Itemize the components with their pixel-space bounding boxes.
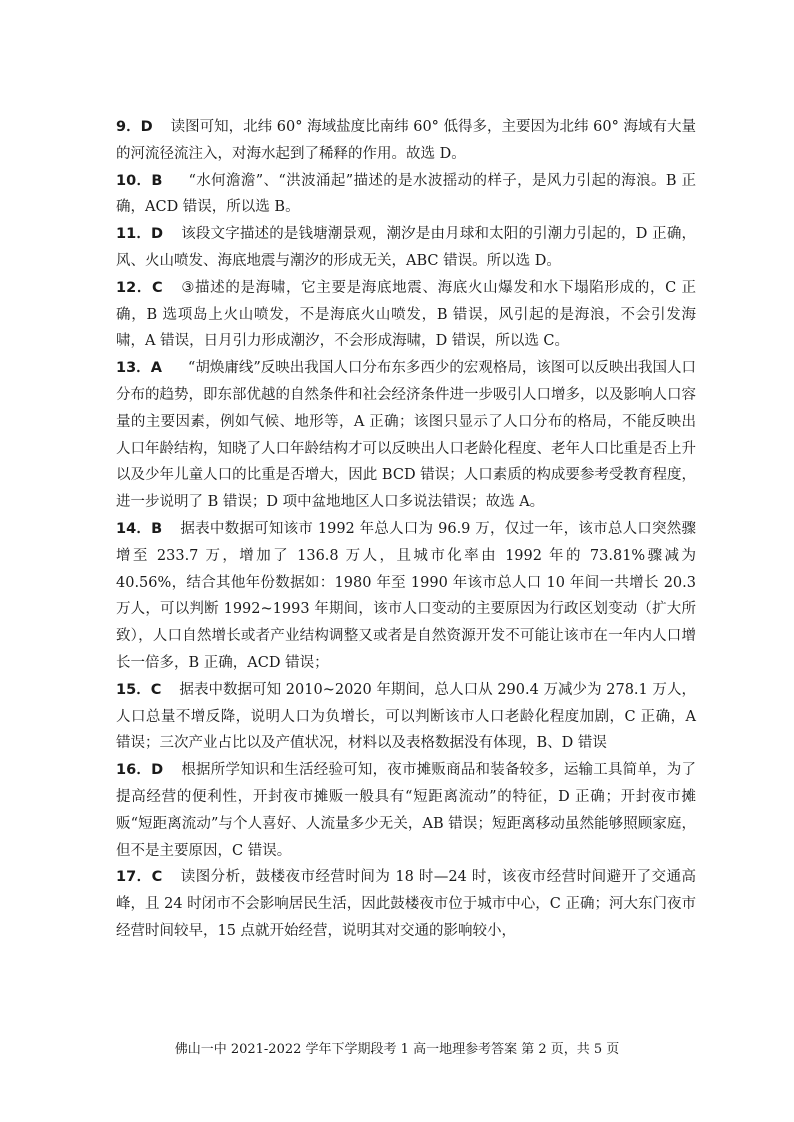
answer-item-14	[116, 516, 696, 677]
answer-item-17	[116, 864, 696, 944]
page-footer: 佛山一中 2021-2022 学年下学期段考 1 高一地理参考答案 第 2 页，共 5 页	[174, 1042, 620, 1057]
answer-number: 16．D	[116, 762, 164, 779]
answer-list	[116, 114, 696, 945]
answer-number: 13．A	[116, 360, 162, 377]
answer-item-9	[116, 114, 696, 168]
answer-text: 根据所学知识和生活经验可知，夜市摊贩商品和装备较多，运输工具简单，为了提高经营的便利性，开封夜市摊贩一般具有“短距离流动”的特征，D 正确；开封夜市摊贩“短距离流动”与个人喜好、人流量多少无关，AB 错误；短距离移动虽然能够照顾家庭，但不是主要原因，C 错误。	[116, 762, 696, 859]
answer-text: 读图可知，北纬 60° 海域盐度比南纬 60° 低得多，主要因为北纬 60° 海域有大量的河流径流注入，对海水起到了稀释的作用。故选 D。	[116, 119, 696, 162]
answer-number: 15．C	[116, 681, 162, 698]
answer-text: 该段文字描述的是钱塘潮景观，潮汐是由月球和太阳的引潮力引起的，D 正确，风、火山喷发、海底地震与潮汐的形成无关，ABC 错误。所以选 D。	[116, 226, 696, 269]
answer-item-11	[116, 221, 696, 275]
answer-text: ③描述的是海啸，它主要是海底地震、海底火山爆发和水下塌陷形成的，C 正确，B 选项岛上火山喷发，不是海底火山喷发，B 错误，风引起的是海浪，不会引发海啸，A 错误，日月引力形成潮汐，不会形成海啸，D 错误，所以选 C。	[116, 279, 696, 350]
answer-text: 据表中数据可知 2010~2020 年期间，总人口从 290.4 万减少为 278.1 万人，人口总量不增反降，说明人口为负增长，可以判断该市人口老龄化程度加剧，C 正确，A 错误；三次产业占比以及产值状况，材料以及表格数据没有体现，B、D 错误	[116, 681, 696, 752]
answer-item-10	[116, 168, 696, 222]
answer-number: 10．B	[116, 172, 163, 189]
answer-text: 据表中数据可知该市 1992 年总人口为 96.9 万，仅过一年，该市总人口突然骤增至 233.7 万，增加了 136.8 万人，且城市化率由 1992 年的 73.81%骤减为 40.56%，结合其他年份数据如：1980 年至 1990 年该市总人口 10 年间一共增长 20.3 万人，可以判断 1992~1993 年期间，该市人口变动的主要原因为行政区划变动（扩大所致），人口自然增长或者产业结构调整又或者是自然资源开发不可能让该市在一年内人口增长一倍多，B 正确，ACD 错误；	[116, 520, 696, 671]
answer-number: 12．C	[116, 279, 163, 296]
answer-item-13	[116, 355, 696, 516]
answer-item-12	[116, 275, 696, 355]
answer-text: “水何澹澹”、“洪波涌起”描述的是水波摇动的样子，是风力引起的海浪。B 正确，ACD 错误，所以选 B。	[116, 172, 696, 216]
answer-item-15	[116, 677, 696, 757]
answer-text: 读图分析，鼓楼夜市经营时间为 18 时—24 时，该夜市经营时间避开了交通高峰，且 24 时闭市不会影响居民生活，因此鼓楼夜市位于城市中心，C 正确；河大东门夜市经营时间较早，15 点就开始经营，说明其对交通的影响较小，	[116, 869, 696, 939]
answer-number: 17．C	[116, 869, 163, 886]
answer-item-16	[116, 757, 696, 864]
answer-number: 9．D	[116, 119, 153, 135]
answer-number: 14．B	[116, 520, 163, 537]
answer-text: “胡焕庸线”反映出我国人口分布东多西少的宏观格局，该图可以反映出我国人口分布的趋势，即东部优越的自然条件和社会经济条件进一步吸引人口增多，以及影响人口容量的主要因素，例如气候、地形等，A 正确；该图只显示了人口分布的格局，不能反映出人口年龄结构，知晓了人口年龄结构才可以反映出人口老龄化程度、老年人口比重是否上升以及少年儿童人口的比重是否增大，因此 BCD 错误；人口素质的构成要参考受教育程度，进一步说明了 B 错误；D 项中盆地地区人口多说法错误；故选 A。	[116, 360, 696, 511]
answer-number: 11．D	[116, 226, 164, 243]
